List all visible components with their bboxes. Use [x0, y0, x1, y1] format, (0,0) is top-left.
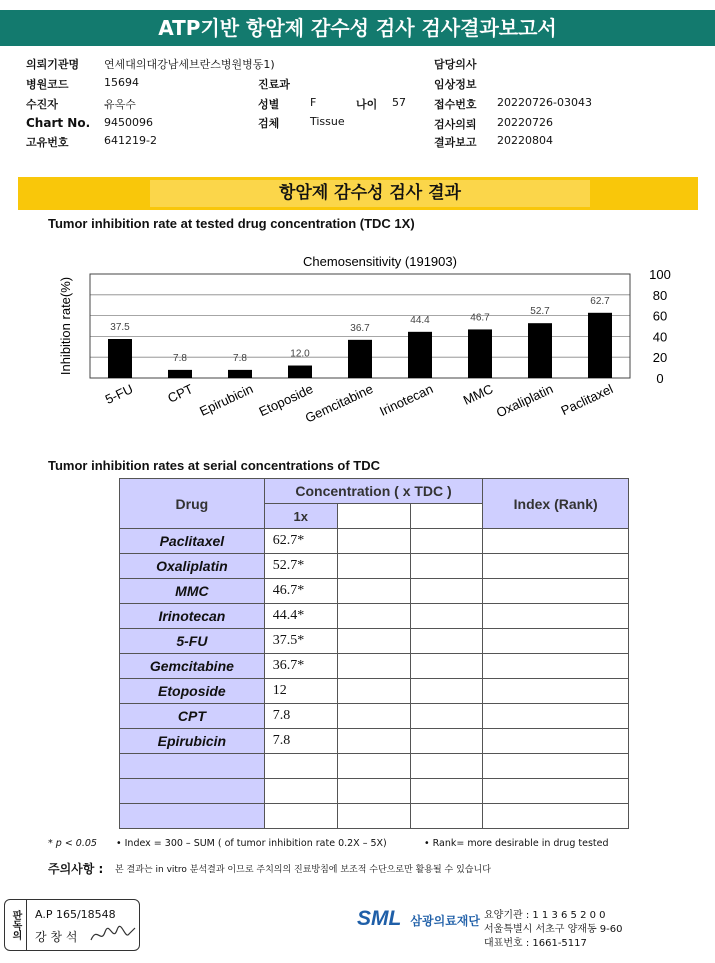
table-row: [120, 729, 629, 754]
empty-cell: [337, 554, 410, 579]
section1-title: Tumor inhibition rate at tested drug concentration (TDC 1X): [48, 216, 415, 231]
category-label: Etoposide: [256, 381, 316, 420]
table-row: [120, 804, 629, 829]
empty-cell: [337, 804, 410, 829]
rate-1x-cell: 37.5*: [264, 629, 337, 654]
drug-name-cell: [120, 779, 265, 804]
chart-title: Chemosensitivity (191903): [303, 254, 457, 269]
rate-1x-cell: 36.7*: [264, 654, 337, 679]
dept-label: 진료과: [258, 78, 290, 91]
hospital-row: [26, 56, 79, 72]
drug-name-cell: [120, 804, 265, 829]
rate-1x-cell: 62.7*: [264, 529, 337, 554]
logo-text: SML: [357, 907, 402, 930]
rate-1x-cell: 46.7*: [264, 579, 337, 604]
empty-cell: [410, 754, 483, 779]
request-label: 검사의뢰: [434, 118, 477, 131]
index-header: Index (Rank): [483, 479, 629, 529]
sex-label: 성별: [258, 98, 280, 111]
drug-name-cell: Oxaliplatin: [120, 554, 265, 579]
signature-scribble: [89, 922, 137, 946]
category-label: Oxaliplatin: [493, 381, 556, 421]
chart-value: 9450096: [104, 116, 153, 129]
category-label: CPT: [165, 381, 196, 406]
empty-cell: [483, 629, 629, 654]
empty-cell: [337, 754, 410, 779]
report-title: ATP기반 항암제 감수성 검사 검사결과보고서: [0, 10, 715, 46]
specimen-label: 검체: [258, 117, 280, 130]
y-tick-label: 20: [652, 350, 668, 366]
hospital-label: 의뢰기관명: [26, 58, 80, 71]
empty-cell: [483, 779, 629, 804]
empty-cell: [410, 654, 483, 679]
table-row: [120, 604, 629, 629]
caution-text: 본 결과는 in vitro 분석결과 이므로 주치의의 진료방침에 보조적 수단으로만 활용될 수 있습니다: [115, 865, 491, 875]
empty-cell: [483, 554, 629, 579]
age-label: 나이: [356, 98, 378, 111]
empty-cell: [410, 704, 483, 729]
drug-name-cell: Paclitaxel: [120, 529, 265, 554]
empty-cell: [410, 529, 483, 554]
rate-1x-cell: [264, 754, 337, 779]
bar: [288, 366, 312, 378]
conc-1x-header: 1x: [264, 504, 337, 529]
company-name: 삼광의료재단: [410, 914, 480, 928]
bar: [348, 340, 372, 378]
bar-value-label: 12.0: [290, 348, 310, 360]
empty-cell: [337, 729, 410, 754]
bar: [168, 370, 192, 378]
footnote-pval: * p < 0.05: [48, 838, 97, 849]
rate-1x-cell: 7.8: [264, 729, 337, 754]
hospital-value: 연세대의대강남세브란스병원병동1): [104, 58, 275, 71]
results-table: [119, 478, 629, 829]
bar-value-label: 62.7: [590, 295, 610, 307]
drug-name-cell: Etoposide: [120, 679, 265, 704]
y-tick-label: 100: [649, 267, 671, 282]
banner-title: 항암제 감수성 검사 결과: [150, 180, 590, 207]
rate-1x-cell: [264, 804, 337, 829]
bar-value-label: 36.7: [350, 322, 370, 334]
sex-value: F: [310, 96, 317, 109]
table-row: [120, 679, 629, 704]
empty-cell: [483, 704, 629, 729]
name-label: 수진자: [26, 98, 58, 111]
empty-cell: [483, 729, 629, 754]
code-value: 15694: [104, 76, 139, 89]
signature-name: 강 창 석: [35, 930, 78, 944]
empty-cell: [483, 804, 629, 829]
table-row: [120, 654, 629, 679]
bar-value-label: 7.8: [173, 352, 187, 364]
name-value: 유옥수: [104, 98, 136, 111]
bar: [588, 313, 612, 378]
empty-cell: [483, 529, 629, 554]
footnote-index: • Index = 300 – SUM ( of tumor inhibition rate 0.2X – 5X): [116, 838, 387, 849]
empty-cell: [410, 579, 483, 604]
category-label: Epirubicin: [197, 381, 256, 419]
empty-cell: [337, 679, 410, 704]
y-tick-label: 60: [652, 308, 668, 324]
rate-1x-cell: 12: [264, 679, 337, 704]
y-axis-label: Inhibition rate(%): [58, 276, 73, 376]
bar: [228, 370, 252, 378]
id-value: 641219-2: [104, 134, 157, 147]
result-banner: [18, 177, 698, 210]
drug-name-cell: [120, 754, 265, 779]
rate-1x-cell: 7.8: [264, 704, 337, 729]
rate-1x-cell: [264, 779, 337, 804]
bar: [108, 339, 132, 378]
signature-license: A.P 165/18548: [35, 908, 116, 921]
bar-value-label: 44.4: [410, 314, 430, 326]
empty-cell: [337, 704, 410, 729]
caution-label: 주의사항 :: [48, 862, 104, 876]
empty-cell: [410, 554, 483, 579]
empty-cell: [410, 779, 483, 804]
section2-title: Tumor inhibition rates at serial concentrations of TDC: [48, 458, 381, 473]
empty-cell: [410, 629, 483, 654]
receipt-label: 접수번호: [434, 98, 477, 111]
chart-label: Chart No.: [26, 116, 91, 130]
y-tick-label: 40: [652, 329, 668, 345]
empty-cell: [410, 804, 483, 829]
category-label: 5-FU: [102, 381, 136, 407]
empty-cell: [337, 529, 410, 554]
bar-value-label: 7.8: [233, 352, 247, 364]
bar-value-label: 46.7: [470, 312, 490, 324]
request-value: 20220726: [497, 116, 553, 129]
age-value: 57: [392, 96, 406, 109]
drug-name-cell: Irinotecan: [120, 604, 265, 629]
drug-name-cell: Gemcitabine: [120, 654, 265, 679]
bar-value-label: 37.5: [110, 322, 130, 333]
empty-cell: [483, 604, 629, 629]
category-label: MMC: [460, 381, 496, 408]
empty-cell: [410, 679, 483, 704]
empty-cell: [337, 779, 410, 804]
y-tick-label: 80: [652, 287, 668, 303]
empty-cell: [337, 629, 410, 654]
category-label: Gemcitabine: [302, 381, 376, 426]
rate-1x-cell: 44.4*: [264, 604, 337, 629]
empty-cell: [337, 654, 410, 679]
category-label: Irinotecan: [377, 381, 436, 419]
code-label: 병원코드: [26, 78, 69, 91]
company-logo: [357, 907, 480, 931]
empty-cell: [483, 754, 629, 779]
empty-cell: [410, 604, 483, 629]
footnote-rank: • Rank= more desirable in drug tested: [424, 838, 609, 849]
drug-name-cell: Epirubicin: [120, 729, 265, 754]
drug-name-cell: MMC: [120, 579, 265, 604]
empty-cell: [410, 729, 483, 754]
drug-header: Drug: [120, 479, 265, 529]
empty-cell: [337, 579, 410, 604]
report-label: 결과보고: [434, 136, 477, 149]
table-row: [120, 629, 629, 654]
bar: [528, 323, 552, 378]
company-phone: 대표번호 : 1661-5117: [484, 938, 587, 949]
bar-value-label: 52.7: [530, 306, 550, 318]
company-code: 요양기관 : 1 1 3 6 5 2 0 0: [484, 910, 606, 921]
empty-cell: [483, 579, 629, 604]
table-row: [120, 579, 629, 604]
id-label: 고유번호: [26, 136, 69, 149]
clinical-label: 임상정보: [434, 78, 477, 91]
table-row: [120, 554, 629, 579]
drug-name-cell: 5-FU: [120, 629, 265, 654]
chemosensitivity-chart: [40, 240, 700, 440]
conc-empty-header: [337, 504, 410, 529]
bar: [408, 332, 432, 378]
empty-cell: [337, 604, 410, 629]
table-row: [120, 704, 629, 729]
specimen-value: Tissue: [310, 115, 345, 128]
signature-box: [4, 899, 140, 951]
table-row: [120, 529, 629, 554]
drug-name-cell: CPT: [120, 704, 265, 729]
report-value: 20220804: [497, 134, 553, 147]
signature-side-label: 판독의: [5, 900, 27, 950]
table-row: [120, 779, 629, 804]
company-address: 서울특별시 서초구 양재동 9-60: [484, 924, 623, 935]
table-row: [120, 754, 629, 779]
doctor-label: 담당의사: [434, 58, 477, 71]
empty-cell: [483, 654, 629, 679]
receipt-value: 20220726-03043: [497, 96, 592, 109]
empty-cell: [483, 679, 629, 704]
y-tick-label: 0: [656, 371, 664, 386]
conc-empty-header: [410, 504, 483, 529]
bar: [468, 329, 492, 378]
category-label: Paclitaxel: [558, 381, 616, 419]
rate-1x-cell: 52.7*: [264, 554, 337, 579]
conc-header: Concentration ( x TDC ): [264, 479, 483, 504]
